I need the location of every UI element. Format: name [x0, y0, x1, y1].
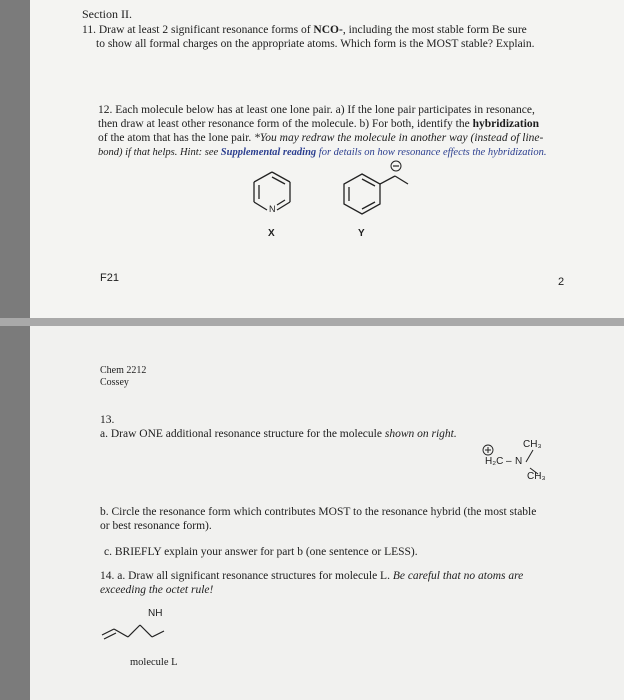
question-13b-line-1: b. Circle the resonance form which contributes MOST to the resonance hybrid (the most stable	[100, 506, 537, 518]
question-12-line-3	[98, 132, 543, 145]
question-11-line-1	[82, 24, 527, 37]
q11-number: 11.	[82, 24, 96, 36]
q11-text-1: Draw at least 2 significant resonance forms of	[95, 24, 314, 36]
molecule-l-label: molecule L	[130, 657, 178, 668]
nco-formula: NCO-	[313, 24, 343, 36]
course-name: Chem 2212	[100, 365, 147, 376]
q12-hint-tail: for details on how resonance effects the hybridization.	[316, 147, 547, 158]
instructor-name: Cossey	[100, 377, 129, 388]
benzyl-structure-y	[340, 160, 420, 222]
question-13c: c. BRIEFLY explain your answer for part b (one sentence or LESS).	[104, 546, 418, 558]
top-methyl: CH₃	[523, 439, 542, 450]
q14a-italic: Be careful that no atoms are	[392, 570, 524, 582]
molecule-x-label: X	[268, 228, 275, 239]
page-separator	[0, 318, 624, 326]
hybridization-term: hybridization	[472, 118, 540, 130]
pyridine-nitrogen: N	[269, 204, 276, 214]
page-number: 2	[558, 276, 565, 288]
question-14a-line-1	[100, 570, 523, 583]
worksheet-page-2	[30, 326, 624, 700]
q12-hint-text: bond) if that helps. Hint: see	[98, 147, 221, 158]
q14a-text: 14. a. Draw all significant resonance structures for molecule L.	[100, 570, 393, 582]
question-13b-line-2: or best resonance form).	[100, 520, 212, 532]
methylene-group: H₂C	[485, 456, 504, 467]
q13a-italic: shown on right.	[384, 428, 457, 440]
bottom-methyl: CH₃	[527, 471, 546, 482]
q12-line2-text: then draw at least other resonance form of the molecule. b) For both, identify the	[98, 118, 473, 130]
question-14a-line-2: exceeding the octet rule!	[100, 584, 214, 596]
molecule-y-label: Y	[358, 228, 365, 239]
question-11-line-2: to show all formal charges on the appropriate atoms. Which form is the MOST stable? Explain.	[96, 38, 535, 50]
iminium-nitrogen: N	[515, 456, 523, 467]
supplemental-reading-link: Supplemental reading	[220, 147, 317, 158]
q13a-text: a. Draw ONE additional resonance structure for the molecule	[100, 428, 385, 440]
section-heading: Section II.	[82, 7, 132, 21]
q11-text-2: , including the most stable form Be sure	[342, 24, 527, 36]
q12-redraw-note: *You may redraw the molecule in another way (instead of line-	[254, 132, 544, 144]
bond-dash: –	[506, 456, 512, 467]
q12-line3-text: of the atom that has the lone pair.	[98, 132, 255, 144]
left-margin-shadow	[0, 0, 30, 700]
question-13a	[100, 428, 457, 441]
question-12-line-4	[98, 146, 546, 159]
footer-code: F21	[100, 272, 119, 284]
question-12-line-2	[98, 118, 539, 131]
question-12-line-1: 12. Each molecule below has at least one lone pair. a) If the lone pair participates in resonance,	[98, 104, 535, 116]
amine-nh: NH	[148, 608, 163, 619]
question-13-number: 13.	[100, 414, 115, 426]
worksheet-page-1	[30, 0, 624, 318]
